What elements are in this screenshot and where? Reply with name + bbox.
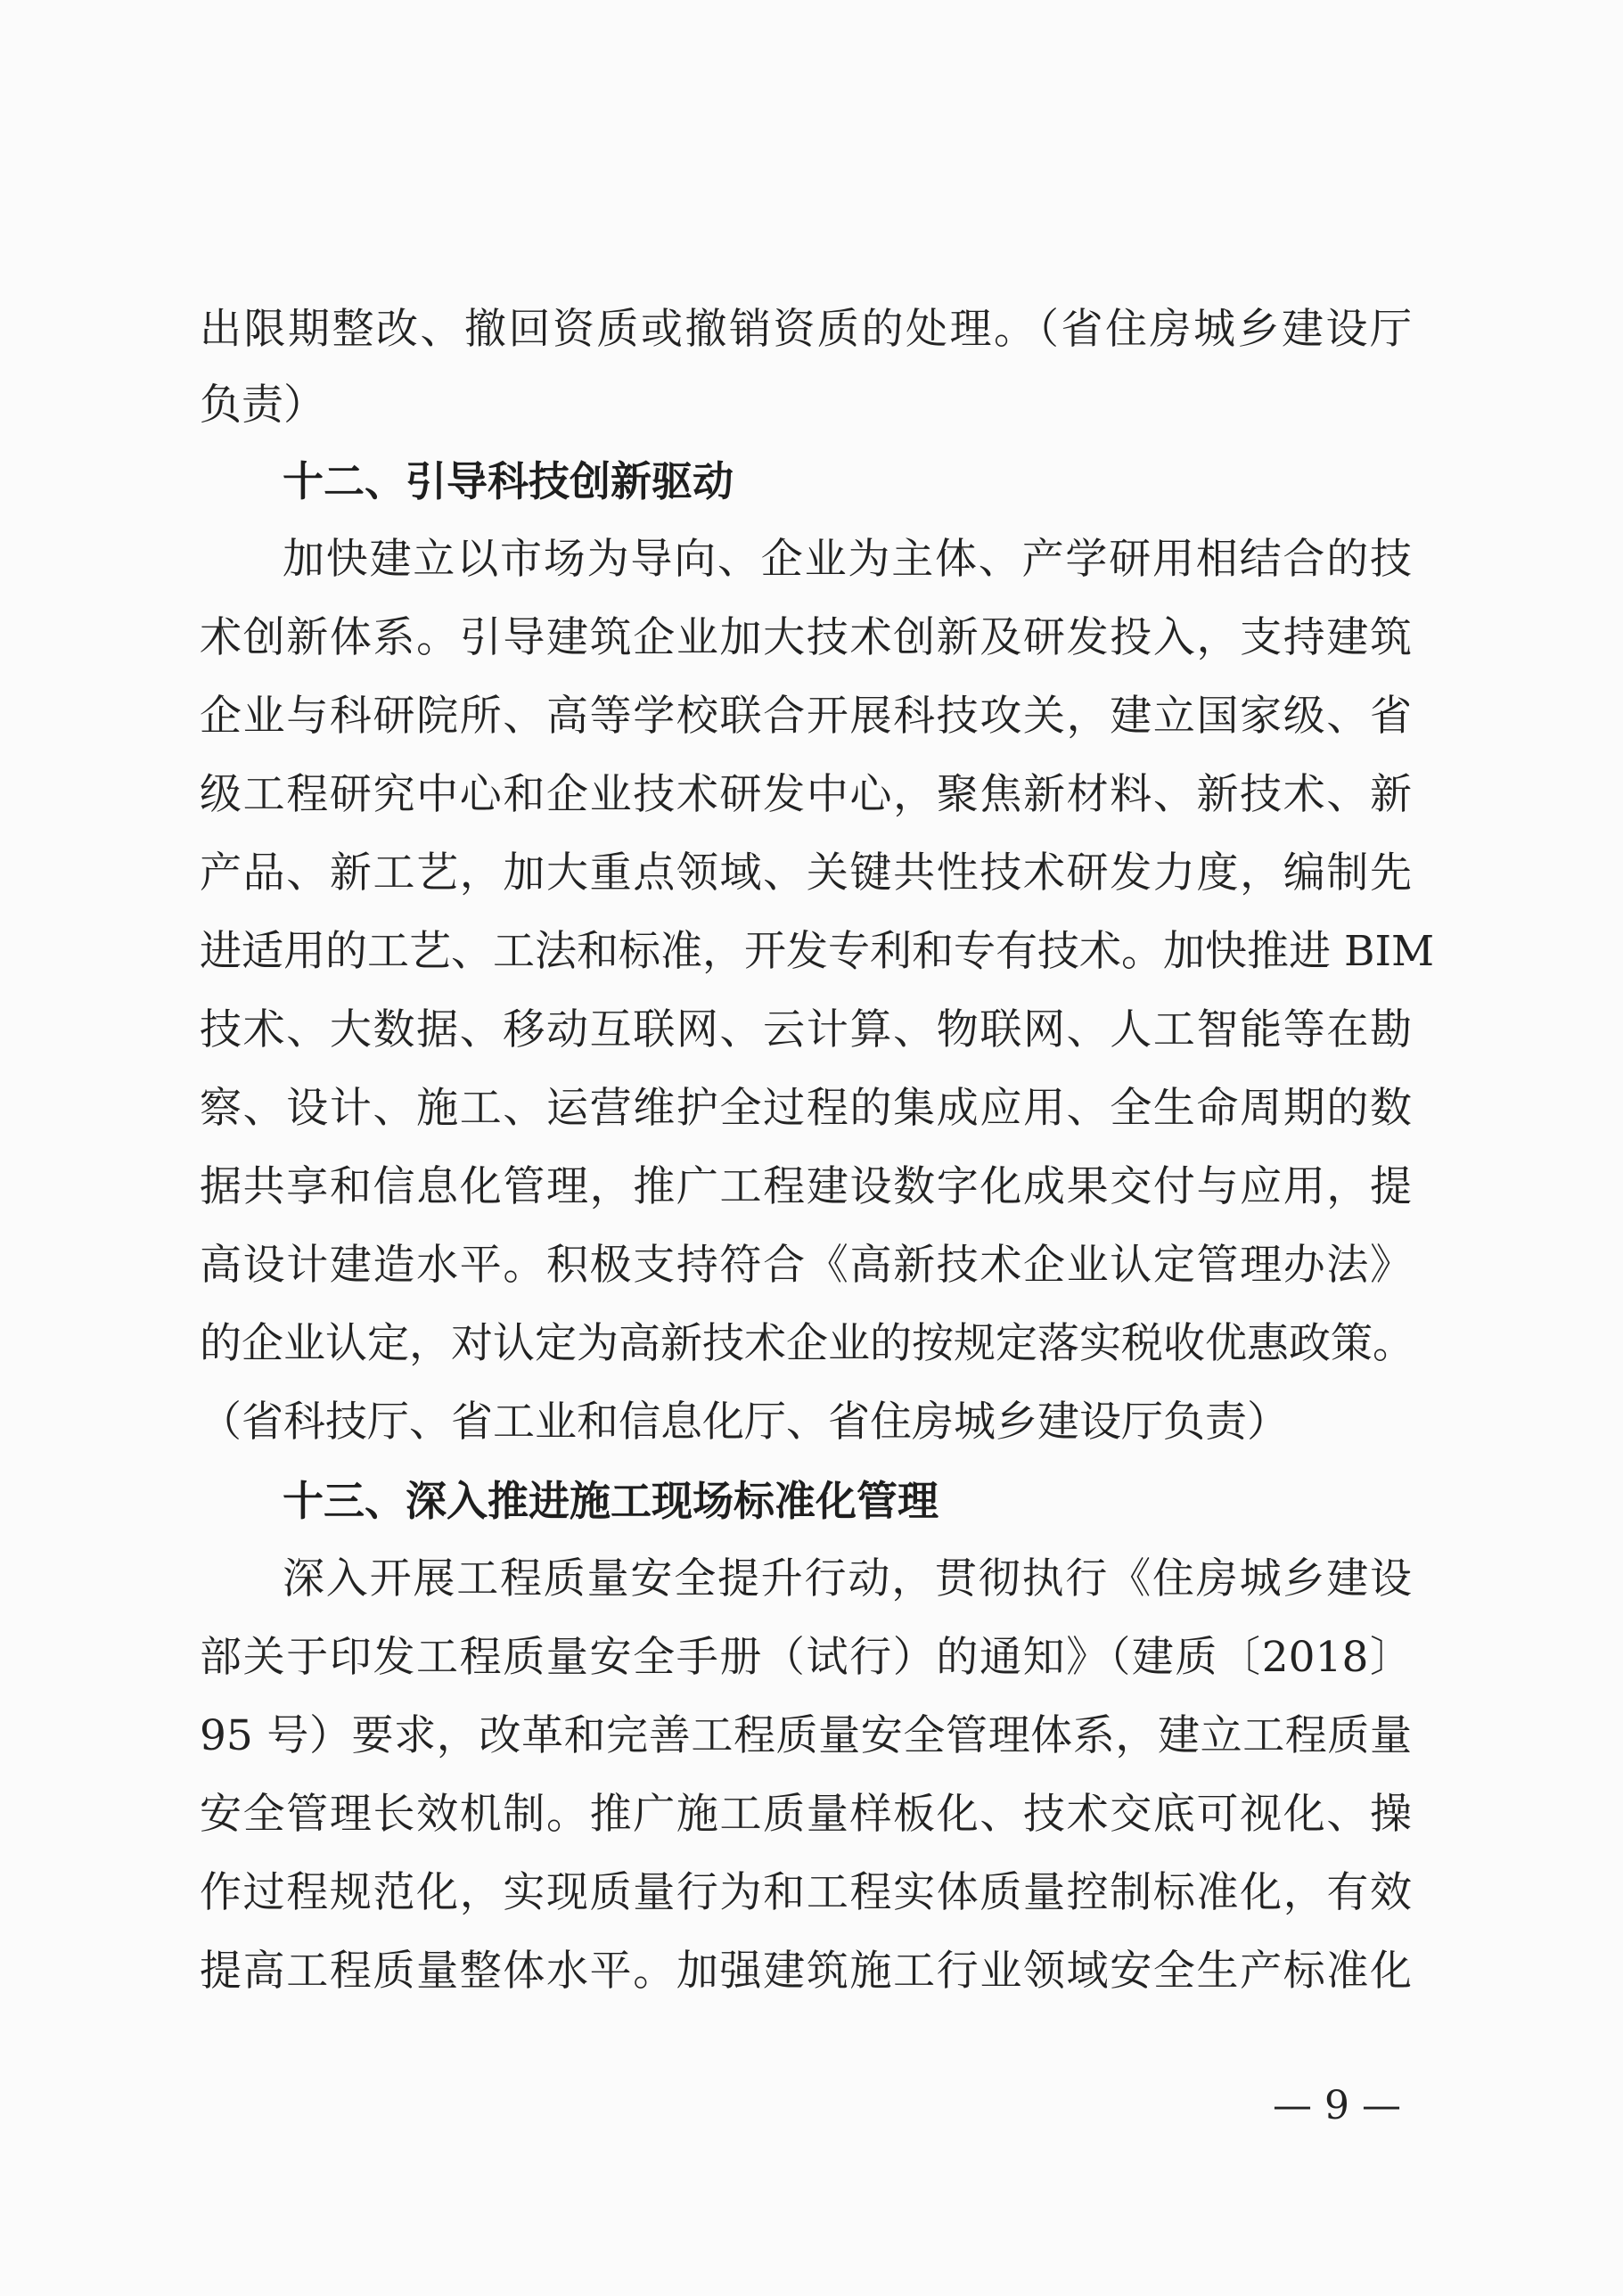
paragraph-line: 级工程研究中心和企业技术研发中心，聚焦新材料、新技术、新 [200, 770, 1412, 819]
paragraph-line: 进适用的工艺、工法和标准，开发专利和专有技术。加快推进 BIM [200, 927, 1435, 976]
section-heading: 十二、引导科技创新驱动 [283, 457, 734, 505]
paragraph-line: 术创新体系。引导建筑企业加大技术创新及研发投入，支持建筑 [200, 613, 1412, 662]
paragraph-line: 据共享和信息化管理，推广工程建设数字化成果交付与应用，提 [200, 1162, 1412, 1211]
paragraph-line: 出限期整改、撤回资质或撤销资质的处理。（省住房城乡建设厅 [200, 305, 1412, 354]
page-number: — 9 — [1273, 2083, 1401, 2128]
paragraph-line: 作过程规范化，实现质量行为和工程实体质量控制标准化，有效 [200, 1868, 1412, 1917]
paragraph-line: 高设计建造水平。积极支持符合《高新技术企业认定管理办法》 [200, 1241, 1412, 1290]
paragraph-line: 产品、新工艺，加大重点领域、关键共性技术研发力度，编制先 [200, 849, 1412, 898]
paragraph-line: 技术、大数据、移动互联网、云计算、物联网、人工智能等在勘 [200, 1005, 1412, 1054]
paragraph-line: （省科技厅、省工业和信息化厅、省住房城乡建设厅负责） [200, 1398, 1289, 1447]
paragraph-line: 负责） [200, 381, 325, 430]
paragraph-line: 的企业认定，对认定为高新技术企业的按规定落实税收优惠政策。 [200, 1319, 1414, 1368]
section-heading: 十三、深入推进施工现场标准化管理 [283, 1477, 939, 1525]
paragraph-line: 察、设计、施工、运营维护全过程的集成应用、全生命周期的数 [200, 1084, 1412, 1133]
paragraph-line: 部关于印发工程质量安全手册（试行）的通知》（建质〔2018〕 [200, 1633, 1412, 1682]
paragraph-line: 深入开展工程质量安全提升行动，贯彻执行《住房城乡建设 [283, 1554, 1412, 1603]
paragraph-line: 加快建立以市场为导向、企业为主体、产学研用相结合的技 [283, 535, 1412, 584]
paragraph-line: 安全管理长效机制。推广施工质量样板化、技术交底可视化、操 [200, 1790, 1412, 1839]
paragraph-line: 提高工程质量整体水平。加强建筑施工行业领域安全生产标准化 [200, 1947, 1412, 1996]
paragraph-line: 企业与科研院所、高等学校联合开展科技攻关，建立国家级、省 [200, 692, 1412, 741]
paragraph-line: 95 号）要求，改革和完善工程质量安全管理体系，建立工程质量 [200, 1711, 1412, 1760]
